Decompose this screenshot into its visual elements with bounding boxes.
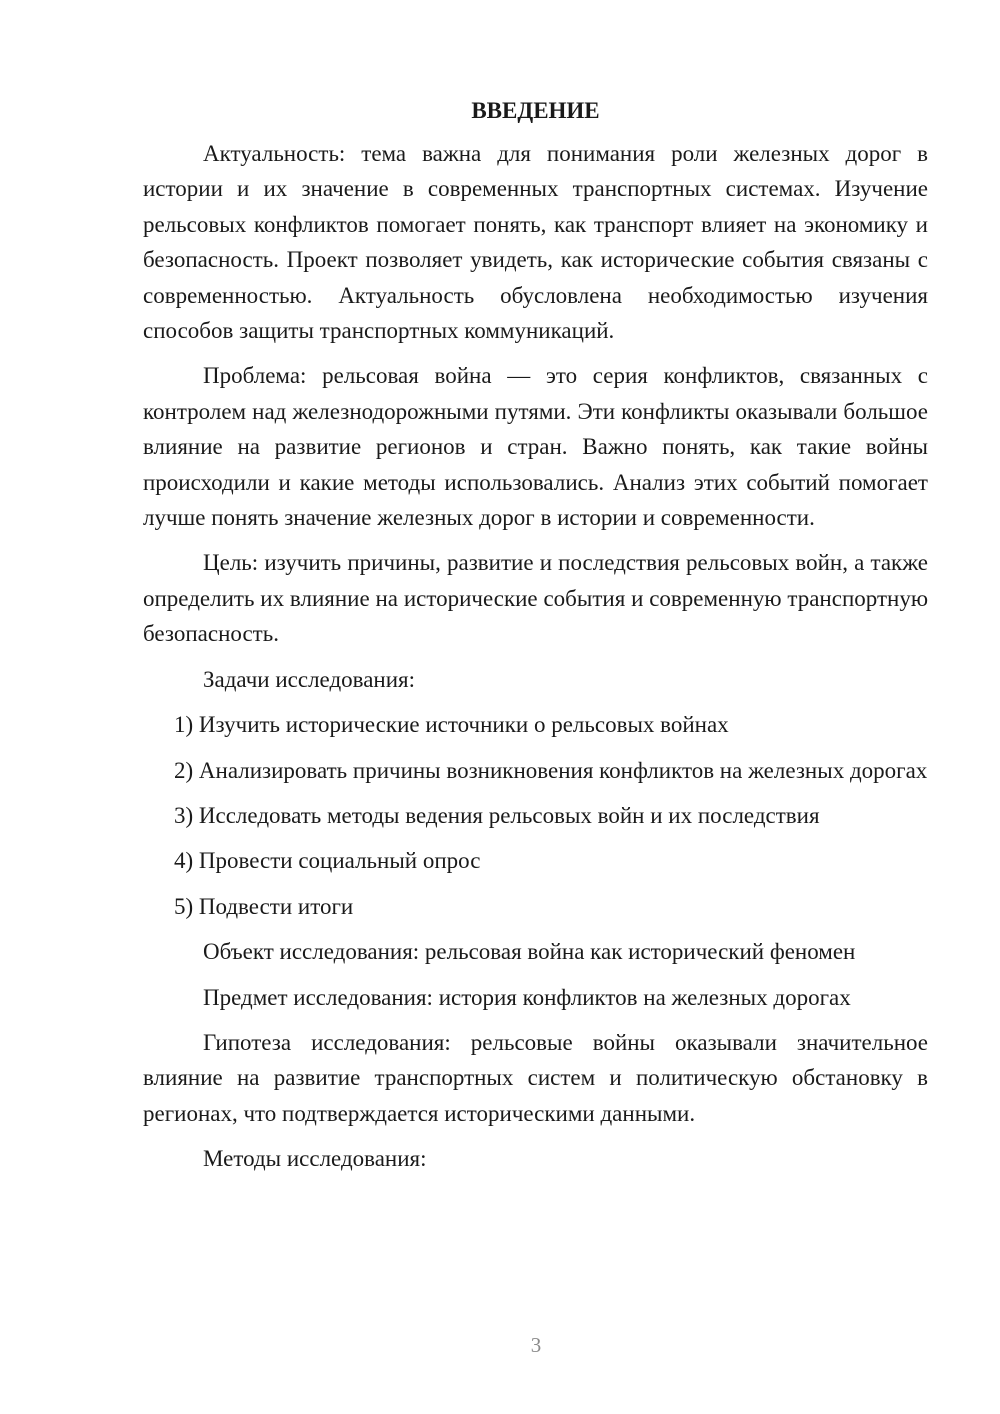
page-title: ВВЕДЕНИЕ — [471, 98, 600, 123]
page-body — [143, 96, 928, 1187]
task-item: 4) Провести социальный опрос — [174, 848, 481, 874]
task-item: 2) Анализировать причины возникновения конфликтов на железных дорогах — [174, 757, 928, 783]
task-item: 3) Исследовать методы ведения рельсовых войн и их последствия — [174, 802, 820, 828]
hypothesis-paragraph: Гипотеза исследования: рельсовые войны оказывали значительное влияние на развитие транспортных систем и политическую обстановку в регионах, что подтверждается историческими данными. — [143, 1029, 928, 1126]
task-item: 5) Подвести итоги — [174, 893, 354, 919]
task-item: 1) Изучить исторические источники о рельсовых войнах — [174, 712, 729, 738]
methods-heading: Методы исследования: — [203, 1146, 427, 1172]
relevance-paragraph: Актуальность: тема важна для понимания роли железных дорог в истории и их значение в современных транспортных системах. Изучение рельсовых конфликтов помогает понять, как транспорт влияет на экономику и безопасность. Проект позволяет увидеть, как исторические события связаны с современностью. Актуальность обусловлена необходимостью изучения способов защиты транспортных коммуникаций. — [143, 141, 928, 344]
tasks-heading: Задачи исследования: — [203, 666, 416, 692]
goal-paragraph: Цель: изучить причины, развитие и последствия рельсовых войн, а также определить их влияние на исторические события и современную транспортную безопасность. — [143, 550, 928, 647]
research-subject: Предмет исследования: история конфликтов на железных дорогах — [203, 984, 851, 1010]
research-object: Объект исследования: рельсовая война как исторический феномен — [203, 939, 856, 965]
problem-paragraph: Проблема: рельсовая война — это серия конфликтов, связанных с контролем над железнодорожными путями. Эти конфликты оказывали большое влияние на развитие регионов и стран. Важно понять, как такие войны происходили и какие методы использовались. Анализ этих событий помогает лучше понять значение железных дорог в истории и современности. — [143, 363, 928, 531]
page-number: 3 — [530, 1333, 542, 1357]
